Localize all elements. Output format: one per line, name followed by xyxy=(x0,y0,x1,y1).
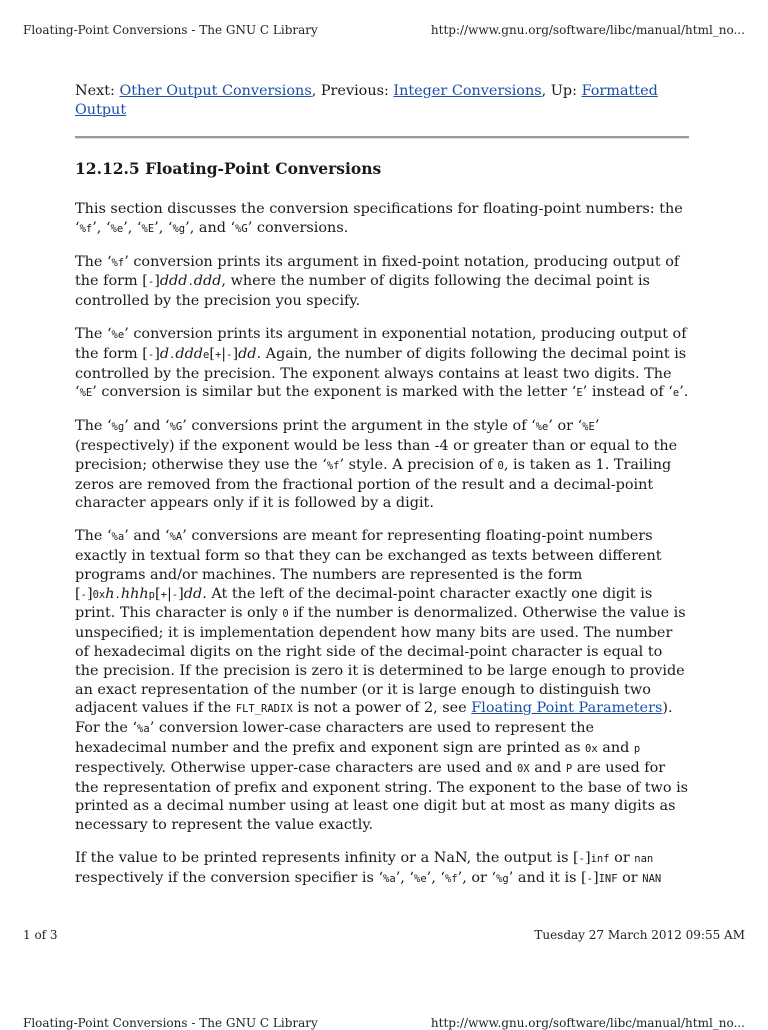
nav-next-link[interactable]: Other Output Conversions xyxy=(119,83,312,99)
next-page-header-title: Floating-Point Conversions - The GNU C Library xyxy=(23,1016,318,1030)
print-footer xyxy=(23,928,745,942)
nav-up-link[interactable]: Formatted Output xyxy=(75,83,658,118)
paragraph-f-conversion: The ‘%f’ conversion prints its argument in fixed-point notation, producing output of the form [-]ddd.ddd, where the number of digits following the decimal point is controlled by the precision you specify. xyxy=(75,253,680,310)
nav-previous-label: , Previous: xyxy=(311,83,389,99)
print-header-title: Floating-Point Conversions - The GNU C Library xyxy=(23,23,318,37)
paragraph-g-conversion: The ‘%g’ and ‘%G’ conversions print the argument in the style of ‘%e’ or ‘%E’ (respectively) if the exponent would be less than -4 or greater than or equal to the precision; otherwise they use the ‘%f’ style. A precision of 0, is taken as 1. Trailing zeros are removed from the fractional portion of the result and a decimal-point character appears only if it is followed by a digit. xyxy=(75,418,678,512)
print-date: Tuesday 27 March 2012 09:55 AM xyxy=(534,928,745,942)
nav-next-label: Next: xyxy=(75,83,115,99)
print-header-url: http://www.gnu.org/software/libc/manual/html_no... xyxy=(430,23,745,37)
paragraph-a-conversion: The ‘%a’ and ‘%A’ conversions are meant for representing floating-point numbers exactly in textual form so that they can be exchanged as texts between different programs and/or machines. The numbers are represented is the form [-]0xh.hhhp[+|-]dd. At the left of the decimal-point character exactly one digit is print. This character is only 0 if the number is denormalized. Otherwise the value is unspecified; it is implementation dependent how many bits are used. The number of hexadecimal digits on the right side of the decimal-point character is equal to the precision. If the precision is zero it is determined to be large enough to provide an exact representation of the number (or it is large enough to distinguish two adjacent values if the FLT_RADIX is not a power of 2, see Floating Point Parameters). For the ‘%a’ conversion lower-case characters are used to represent the hexadecimal number and the prefix and exponent sign are printed as 0x and p respectively. Otherwise upper-case characters are used and 0X and P are used for the representation of prefix and exponent string. The exponent to the base of two is printed as a decimal number using at least one digit but at most as many digits as necessary to represent the value exactly. xyxy=(75,528,689,834)
section-title: 12.12.5 Floating-Point Conversions xyxy=(75,159,382,178)
paragraph-intro: This section discusses the conversion specifications for floating-point numbers: the ‘%f’, ‘%e’, ‘%E’, ‘%g’, and ‘%G’ conversions. xyxy=(75,201,683,236)
next-page-header-url: http://www.gnu.org/software/libc/manual/html_no... xyxy=(430,1016,745,1030)
nav-previous-link[interactable]: Integer Conversions xyxy=(393,83,542,99)
paragraph-e-conversion: The ‘%e’ conversion prints its argument in exponential notation, producing output of the form [-]d.ddde[+|-]dd. Again, the number of digits following the decimal point is controlled by the precision. The exponent always contains at least two digits. The ‘%E’ conversion is similar but the exponent is marked with the letter ‘E’ instead of ‘e’. xyxy=(75,325,689,401)
divider xyxy=(75,136,689,139)
manual-page xyxy=(75,82,689,903)
floating-point-parameters-link[interactable]: Floating Point Parameters xyxy=(471,700,663,717)
paragraph-inf-nan: If the value to be printed represents infinity or a NaN, the output is [-]inf or nan respectively if the conversion specifier is ‘%a’, ‘%e’, ‘%f’, or ‘%g’ and it is [-]INF or NAN xyxy=(75,849,662,886)
nav-up-label: , Up: xyxy=(541,83,577,99)
navigation-bar xyxy=(75,82,689,120)
print-header xyxy=(23,23,745,37)
page-number: 1 of 3 xyxy=(23,928,58,942)
next-page-header xyxy=(23,1016,745,1030)
